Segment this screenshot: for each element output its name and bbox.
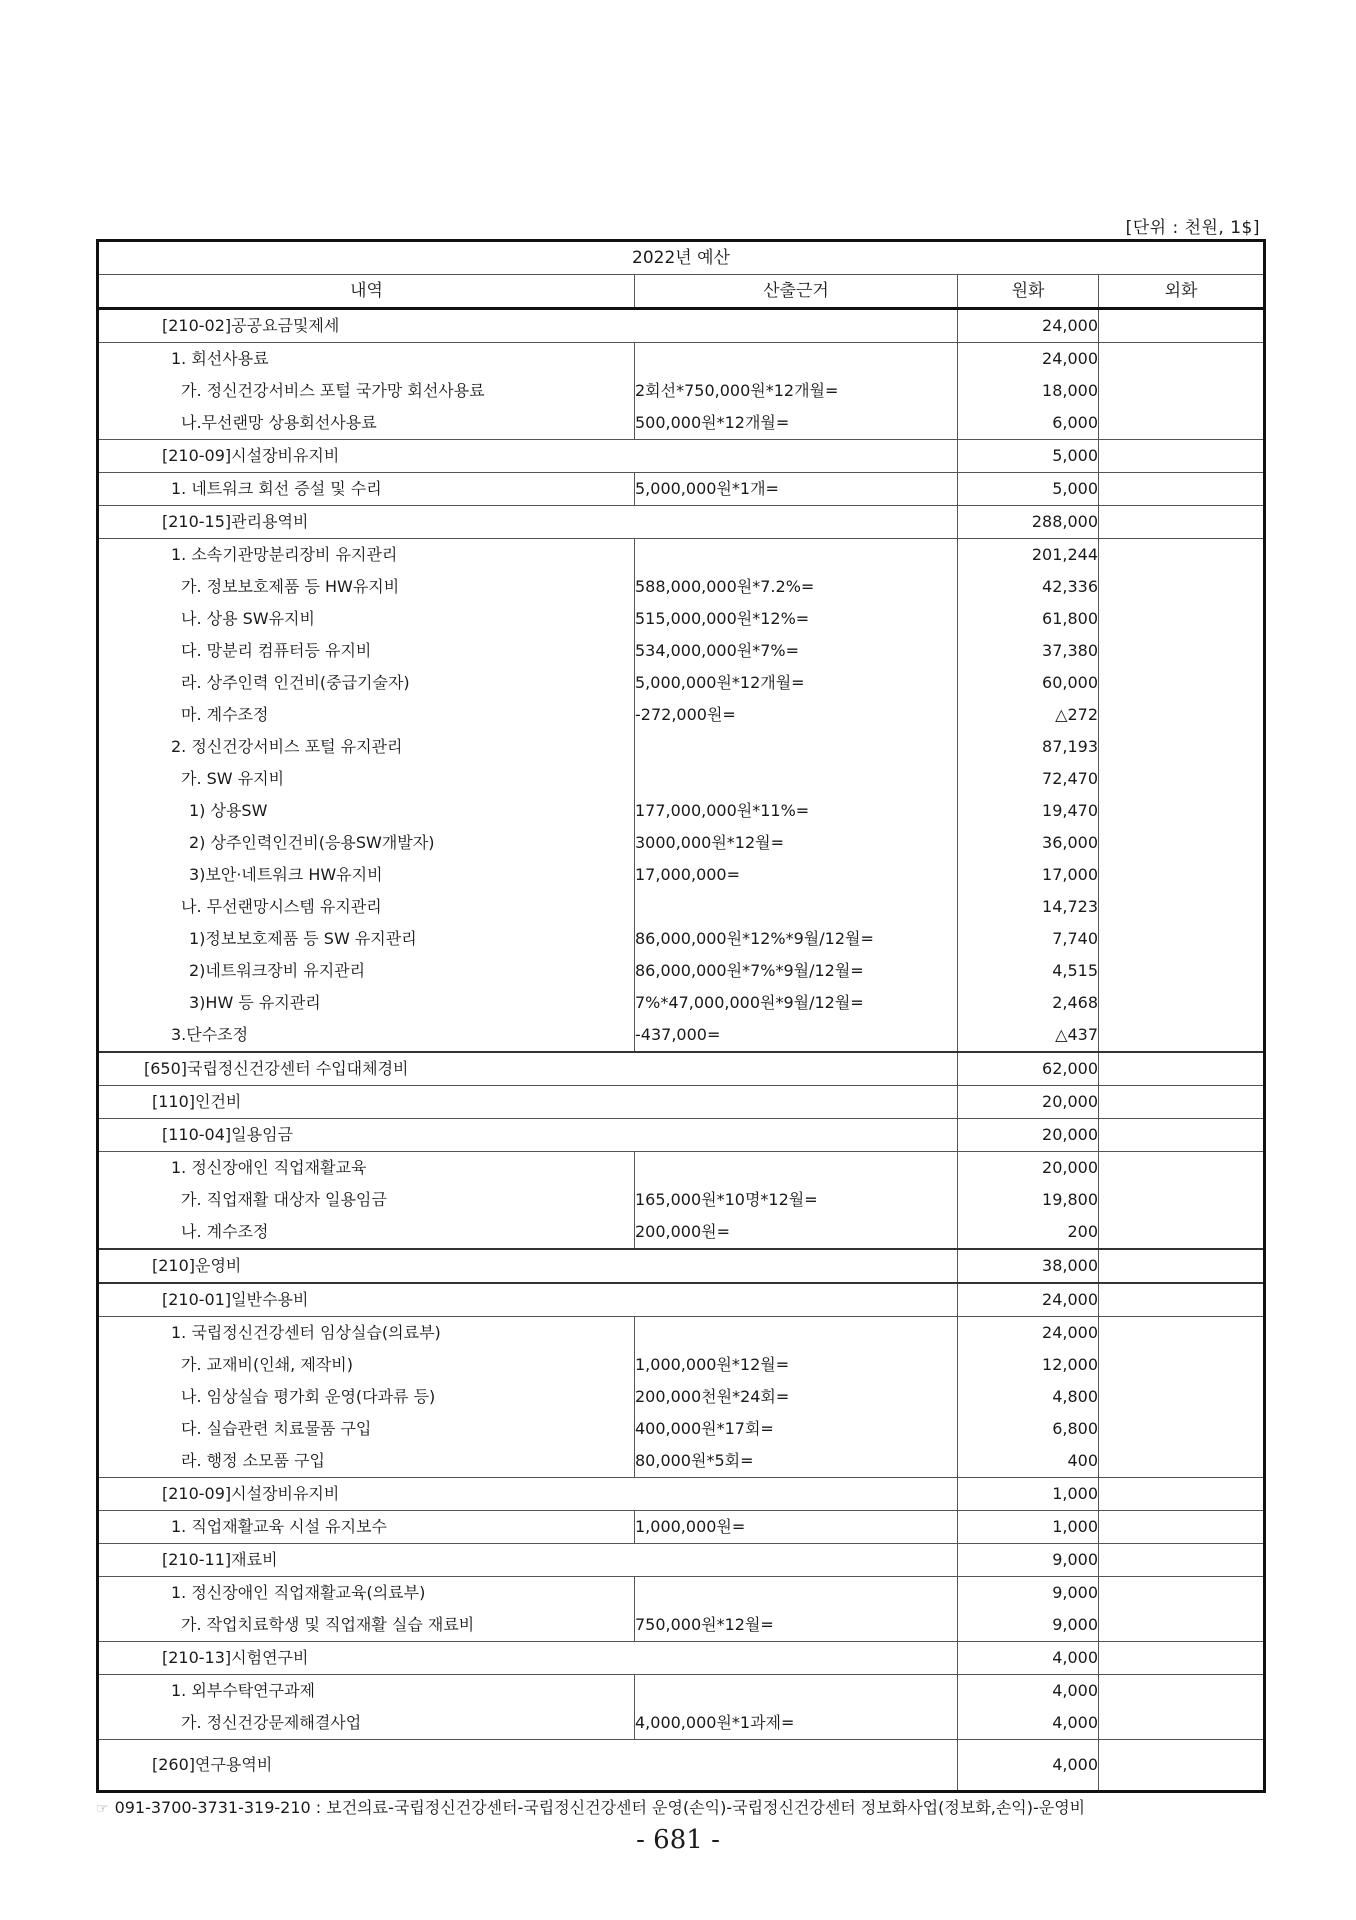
row-krw-amount: 4,000 [958, 1642, 1099, 1675]
row-basis [635, 1317, 958, 1350]
table-row [98, 1511, 1265, 1544]
table-row [98, 635, 1265, 667]
row-basis: 2회선*750,000원*12개월= [635, 375, 958, 407]
row-basis: 534,000,000원*7%= [635, 635, 958, 667]
row-description: 1. 네트워크 회선 증설 및 수리 [98, 473, 635, 506]
row-description: 마. 계수조정 [181, 705, 269, 724]
row-krw-amount: 1,000 [958, 1511, 1099, 1544]
row-krw-amount: 288,000 [958, 506, 1099, 539]
row-description: [210-11]재료비 [98, 1544, 958, 1577]
row-krw-amount: 18,000 [958, 375, 1099, 407]
table-row [98, 440, 1265, 473]
table-row [98, 506, 1265, 539]
row-basis: 4,000,000원*1과제= [635, 1707, 958, 1740]
row-foreign-amount [1099, 539, 1265, 572]
row-foreign-amount [1099, 1381, 1265, 1413]
row-foreign-amount [1099, 343, 1265, 376]
footnote-text: 091-3700-3731-319-210 : 보건의료-국립정신건강센터-국립정신건강센터 운영(손익)-국립정신건강센터 정보화사업(정보화,손익)-운영비 [114, 1798, 1086, 1817]
row-basis: 200,000천원*24회= [635, 1381, 958, 1413]
row-basis [635, 1152, 958, 1185]
table-row [98, 731, 1265, 763]
row-foreign-amount [1099, 667, 1265, 699]
row-description: 1. 외부수탁연구과제 [98, 1675, 635, 1708]
row-description: 2)네트워크장비 유지관리 [189, 961, 366, 980]
table-row [98, 375, 1265, 407]
table-body [98, 309, 1265, 1792]
row-foreign-amount [1099, 1283, 1265, 1317]
row-basis: 86,000,000원*7%*9월/12월= [635, 955, 958, 987]
table-row [98, 1445, 1265, 1478]
row-foreign-amount [1099, 375, 1265, 407]
header-foreign: 외화 [1099, 275, 1265, 309]
table-title-row [98, 241, 1265, 275]
row-description: 나. 임상실습 평가회 운영(다과류 등) [181, 1387, 436, 1406]
row-basis [635, 891, 958, 923]
row-krw-amount: 12,000 [958, 1349, 1099, 1381]
row-basis: -272,000원= [635, 699, 958, 731]
table-row [98, 1544, 1265, 1577]
row-description: 나. 계수조정 [181, 1222, 269, 1241]
row-basis [635, 731, 958, 763]
row-krw-amount: 400 [958, 1445, 1099, 1478]
row-description: 가. 정신건강문제해결사업 [181, 1713, 362, 1732]
table-row [98, 1707, 1265, 1740]
row-foreign-amount [1099, 1249, 1265, 1283]
row-description: 가. 정보보호제품 등 HW유지비 [181, 577, 400, 596]
row-foreign-amount [1099, 1119, 1265, 1152]
row-foreign-amount [1099, 1511, 1265, 1544]
row-krw-amount: 24,000 [958, 309, 1099, 343]
table-row [98, 795, 1265, 827]
row-krw-amount: 19,470 [958, 795, 1099, 827]
row-krw-amount: 4,515 [958, 955, 1099, 987]
row-krw-amount: 6,000 [958, 407, 1099, 440]
row-krw-amount: △272 [958, 699, 1099, 731]
row-description: [650]국립정신건강센터 수입대체경비 [98, 1052, 958, 1086]
row-description: 3.단수조정 [171, 1025, 249, 1044]
row-description: 나.무선랜망 상용회선사용료 [181, 413, 377, 432]
row-basis [635, 1675, 958, 1708]
table-row [98, 1317, 1265, 1350]
header-basis: 산출근거 [635, 275, 958, 309]
row-krw-amount: 24,000 [958, 343, 1099, 376]
row-description: [210-09]시설장비유지비 [98, 1478, 958, 1511]
row-description: 가. 작업치료학생 및 직업재활 실습 재료비 [181, 1615, 475, 1634]
row-krw-amount: 7,740 [958, 923, 1099, 955]
row-basis: 80,000원*5회= [635, 1445, 958, 1478]
row-basis [635, 539, 958, 572]
header-description: 내역 [98, 275, 635, 309]
row-basis: 500,000원*12개월= [635, 407, 958, 440]
row-krw-amount: 6,800 [958, 1413, 1099, 1445]
row-description: [260]연구용역비 [98, 1740, 958, 1792]
row-description: 나. 상용 SW유지비 [181, 609, 315, 628]
table-row [98, 1349, 1265, 1381]
row-description: 나. 무선랜망시스템 유지관리 [181, 897, 382, 916]
row-krw-amount: 4,000 [958, 1740, 1099, 1792]
row-basis: 165,000원*10명*12월= [635, 1184, 958, 1216]
row-description: [110]인건비 [98, 1086, 958, 1119]
row-basis: 177,000,000원*11%= [635, 795, 958, 827]
row-basis: 588,000,000원*7.2%= [635, 571, 958, 603]
row-description: 2) 상주인력인건비(응용SW개발자) [189, 833, 435, 852]
table-row [98, 1184, 1265, 1216]
row-foreign-amount [1099, 1609, 1265, 1642]
row-foreign-amount [1099, 1184, 1265, 1216]
row-description: [210-15]관리용역비 [98, 506, 958, 539]
row-krw-amount: 17,000 [958, 859, 1099, 891]
row-foreign-amount [1099, 506, 1265, 539]
row-foreign-amount [1099, 795, 1265, 827]
row-foreign-amount [1099, 763, 1265, 795]
row-krw-amount: 2,468 [958, 987, 1099, 1019]
row-description: 다. 망분리 컴퓨터등 유지비 [181, 641, 372, 660]
table-row [98, 1283, 1265, 1317]
table-row [98, 603, 1265, 635]
row-description: 다. 실습관련 치료물품 구입 [181, 1419, 372, 1438]
footnote [96, 1795, 1085, 1818]
row-foreign-amount [1099, 987, 1265, 1019]
table-row [98, 309, 1265, 343]
row-foreign-amount [1099, 1052, 1265, 1086]
row-foreign-amount [1099, 955, 1265, 987]
row-foreign-amount [1099, 603, 1265, 635]
row-krw-amount: 200 [958, 1216, 1099, 1249]
row-krw-amount: 72,470 [958, 763, 1099, 795]
row-foreign-amount [1099, 1349, 1265, 1381]
row-foreign-amount [1099, 1445, 1265, 1478]
row-foreign-amount [1099, 891, 1265, 923]
row-foreign-amount [1099, 1675, 1265, 1708]
row-krw-amount: 201,244 [958, 539, 1099, 572]
row-basis: 200,000원= [635, 1216, 958, 1249]
row-krw-amount: 62,000 [958, 1052, 1099, 1086]
table-row [98, 1609, 1265, 1642]
row-basis: 17,000,000= [635, 859, 958, 891]
table-row [98, 473, 1265, 506]
row-description: 1. 직업재활교육 시설 유지보수 [98, 1511, 635, 1544]
row-basis: 750,000원*12월= [635, 1609, 958, 1642]
table-header-row [98, 275, 1265, 309]
row-foreign-amount [1099, 1216, 1265, 1249]
row-krw-amount: 24,000 [958, 1317, 1099, 1350]
row-krw-amount: 24,000 [958, 1283, 1099, 1317]
row-krw-amount: 4,000 [958, 1707, 1099, 1740]
row-foreign-amount [1099, 1317, 1265, 1350]
row-foreign-amount [1099, 1413, 1265, 1445]
row-description: [210-02]공공요금및제세 [98, 309, 958, 343]
table-row [98, 539, 1265, 572]
row-krw-amount: 20,000 [958, 1086, 1099, 1119]
table-row [98, 923, 1265, 955]
row-description: 1. 국립정신건강센터 임상실습(의료부) [98, 1317, 635, 1350]
row-krw-amount: 4,800 [958, 1381, 1099, 1413]
row-description: 1)정보보호제품 등 SW 유지관리 [189, 929, 417, 948]
row-krw-amount: 37,380 [958, 635, 1099, 667]
row-krw-amount: 4,000 [958, 1675, 1099, 1708]
table-row [98, 1249, 1265, 1283]
table-row [98, 859, 1265, 891]
row-basis: 7%*47,000,000원*9월/12월= [635, 987, 958, 1019]
row-foreign-amount [1099, 473, 1265, 506]
table-row [98, 763, 1265, 795]
row-krw-amount: 14,723 [958, 891, 1099, 923]
row-foreign-amount [1099, 699, 1265, 731]
row-krw-amount: 9,000 [958, 1577, 1099, 1610]
row-description: 가. SW 유지비 [181, 769, 285, 788]
table-row [98, 1216, 1265, 1249]
row-krw-amount: 20,000 [958, 1119, 1099, 1152]
row-krw-amount: 9,000 [958, 1609, 1099, 1642]
row-foreign-amount [1099, 1544, 1265, 1577]
unit-label: [단위 : 천원, 1$] [1125, 218, 1260, 238]
row-description: [210-13]시험연구비 [98, 1642, 958, 1675]
row-krw-amount: 19,800 [958, 1184, 1099, 1216]
row-description: 2. 정신건강서비스 포털 유지관리 [171, 737, 403, 756]
row-krw-amount: 5,000 [958, 473, 1099, 506]
table-row [98, 1675, 1265, 1708]
table-row [98, 571, 1265, 603]
table-row [98, 1740, 1265, 1792]
row-description: 3)HW 등 유지관리 [189, 993, 321, 1012]
row-krw-amount: 20,000 [958, 1152, 1099, 1185]
row-foreign-amount [1099, 1152, 1265, 1185]
table-row [98, 1381, 1265, 1413]
row-krw-amount: △437 [958, 1019, 1099, 1052]
table-row [98, 987, 1265, 1019]
table-row [98, 1119, 1265, 1152]
table-row [98, 1478, 1265, 1511]
table-row [98, 1019, 1265, 1052]
row-foreign-amount [1099, 1478, 1265, 1511]
row-description: 1) 상용SW [189, 801, 268, 820]
row-description: 1. 소속기관망분리장비 유지관리 [98, 539, 635, 572]
row-krw-amount: 5,000 [958, 440, 1099, 473]
table-row [98, 343, 1265, 376]
table-row [98, 1413, 1265, 1445]
row-krw-amount: 61,800 [958, 603, 1099, 635]
page-number: - 681 - [636, 1825, 720, 1855]
table-row [98, 955, 1265, 987]
pointing-hand-icon: ☞ [96, 1801, 109, 1817]
row-description: [210]운영비 [98, 1249, 958, 1283]
row-krw-amount: 1,000 [958, 1478, 1099, 1511]
row-foreign-amount [1099, 635, 1265, 667]
row-krw-amount: 42,336 [958, 571, 1099, 603]
table-row [98, 891, 1265, 923]
row-description: 가. 정신건강서비스 포털 국가망 회선사용료 [181, 381, 485, 400]
row-description: 1. 회선사용료 [98, 343, 635, 376]
row-krw-amount: 38,000 [958, 1249, 1099, 1283]
table-title: 2022년 예산 [98, 241, 1265, 275]
row-basis: 1,000,000원= [635, 1511, 958, 1544]
row-basis: 5,000,000원*1개= [635, 473, 958, 506]
row-foreign-amount [1099, 859, 1265, 891]
row-foreign-amount [1099, 731, 1265, 763]
row-description: 1. 정신장애인 직업재활교육 [98, 1152, 635, 1185]
row-krw-amount: 9,000 [958, 1544, 1099, 1577]
row-basis: 3000,000원*12월= [635, 827, 958, 859]
row-foreign-amount [1099, 571, 1265, 603]
row-foreign-amount [1099, 1707, 1265, 1740]
row-basis: 5,000,000원*12개월= [635, 667, 958, 699]
row-krw-amount: 60,000 [958, 667, 1099, 699]
row-basis: 86,000,000원*12%*9월/12월= [635, 923, 958, 955]
row-description: 라. 행정 소모품 구입 [181, 1451, 325, 1470]
row-foreign-amount [1099, 1740, 1265, 1792]
table-row [98, 407, 1265, 440]
row-basis: 400,000원*17회= [635, 1413, 958, 1445]
table-row [98, 1152, 1265, 1185]
row-foreign-amount [1099, 407, 1265, 440]
row-description: [210-09]시설장비유지비 [98, 440, 958, 473]
table-row [98, 1086, 1265, 1119]
row-krw-amount: 87,193 [958, 731, 1099, 763]
row-description: [210-01]일반수용비 [98, 1283, 958, 1317]
row-description: 가. 직업재활 대상자 일용임금 [181, 1190, 387, 1209]
table-row [98, 827, 1265, 859]
row-foreign-amount [1099, 827, 1265, 859]
row-foreign-amount [1099, 1642, 1265, 1675]
row-description: 3)보안·네트워크 HW유지비 [189, 865, 383, 884]
row-foreign-amount [1099, 309, 1265, 343]
row-foreign-amount [1099, 440, 1265, 473]
row-foreign-amount [1099, 1086, 1265, 1119]
row-basis: -437,000= [635, 1019, 958, 1052]
row-basis [635, 763, 958, 795]
row-krw-amount: 36,000 [958, 827, 1099, 859]
row-foreign-amount [1099, 923, 1265, 955]
row-foreign-amount [1099, 1019, 1265, 1052]
row-basis [635, 1577, 958, 1610]
row-basis: 515,000,000원*12%= [635, 603, 958, 635]
row-foreign-amount [1099, 1577, 1265, 1610]
row-description: 1. 정신장애인 직업재활교육(의료부) [98, 1577, 635, 1610]
row-basis: 1,000,000원*12월= [635, 1349, 958, 1381]
row-description: [110-04]일용임금 [98, 1119, 958, 1152]
table-row [98, 1577, 1265, 1610]
budget-table [96, 239, 1266, 1793]
table-row [98, 699, 1265, 731]
table-row [98, 1052, 1265, 1086]
header-krw: 원화 [958, 275, 1099, 309]
table-row [98, 667, 1265, 699]
table-row [98, 1642, 1265, 1675]
row-basis [635, 343, 958, 376]
row-description: 가. 교재비(인쇄, 제작비) [181, 1355, 353, 1374]
row-description: 라. 상주인력 인건비(중급기술자) [181, 673, 410, 692]
